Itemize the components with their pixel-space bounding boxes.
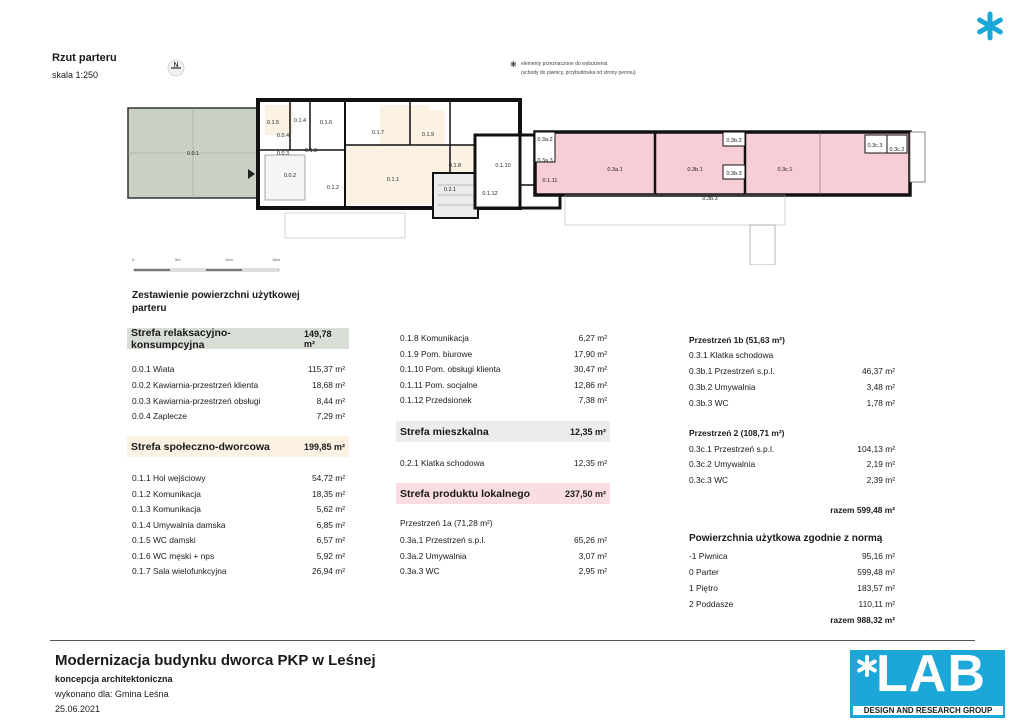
table-row: 0.1.1 Hol wejściowy 54,72 m² bbox=[132, 473, 345, 483]
room-label: 0.3b.2 bbox=[726, 138, 742, 144]
zone-header-residential bbox=[396, 421, 610, 442]
room-label: 0.1.10 bbox=[495, 163, 511, 169]
legend-note-1: elementy przeznaczone do wyburzenia bbox=[521, 61, 608, 67]
table-row: 0.3b.3 WC 1,78 m² bbox=[689, 398, 895, 408]
table-row: 0.1.5 WC damski 6,57 m² bbox=[132, 535, 345, 545]
table-row: 0.0.2 Kawiarnia-przestrzeń klienta 18,68 m² bbox=[132, 380, 345, 390]
table-row: 0.3b.1 Przestrzeń s.p.l. 46,37 m² bbox=[689, 366, 895, 376]
room-label: 0.0.4 bbox=[276, 133, 290, 139]
plan-title: Rzut parteru bbox=[52, 52, 117, 64]
table-row: 0.1.4 Umywalnia damska 6,85 m² bbox=[132, 520, 345, 530]
room-label: 0.3c.2 bbox=[889, 147, 905, 153]
table-row: 2 Poddasze 110,11 m² bbox=[689, 599, 895, 609]
section-title: Zestawienie powierzchni użytkowej bbox=[132, 290, 300, 301]
table-row: 0.1.6 WC męski + nps 5,92 m² bbox=[132, 551, 345, 561]
zone-value: 12,35 m² bbox=[569, 426, 606, 437]
table-row: 0.3a.2 Umywalnia 3,07 m² bbox=[400, 551, 607, 561]
zone-header-social bbox=[127, 436, 349, 457]
room-label: 0.3b.1 bbox=[687, 167, 703, 173]
lab-logo bbox=[850, 645, 1005, 718]
table-row: 0.1.12 Przedsionek 7,38 m² bbox=[400, 395, 607, 405]
scale-label: 5m bbox=[175, 257, 181, 262]
room-label: 0.1.3 bbox=[304, 148, 318, 154]
table-row: 0.0.1 Wiata 115,37 m² bbox=[132, 364, 345, 374]
room-label: 0.3b.3 bbox=[726, 171, 742, 177]
demolition-icon: ✱ bbox=[510, 60, 517, 69]
zone-value: 237,50 m² bbox=[564, 488, 606, 499]
zone-value: 149,78 m² bbox=[304, 328, 332, 349]
table-row: 0 Parter 599,48 m² bbox=[689, 567, 895, 577]
table-row: 0.1.10 Pom. obsługi klienta 30,47 m² bbox=[400, 364, 607, 374]
table-row: 0.3b.2 Umywalnia 3,48 m² bbox=[689, 382, 895, 392]
room-label: 0.1.5 bbox=[266, 120, 280, 126]
table-row: 0.1.7 Sala wielofunkcyjna 26,94 m² bbox=[132, 566, 345, 576]
table-row: 0.3a.3 WC 2,95 m² bbox=[400, 566, 607, 576]
total-all-floors: razem 988,32 m² bbox=[830, 615, 895, 625]
subsection-title: Przestrzeń 1a (71,28 m²) bbox=[400, 518, 493, 528]
logo-asterisk-icon bbox=[856, 654, 878, 678]
room-label: 0.3a.1 bbox=[607, 167, 623, 173]
room-label: 0.0.2 bbox=[283, 173, 297, 179]
floor-plan bbox=[125, 95, 935, 265]
scale-label: 10m bbox=[225, 257, 233, 262]
zone-header-local-product bbox=[396, 483, 610, 504]
footer-divider bbox=[50, 640, 975, 641]
zone-name: Strefa relaksacyjno-konsumpcyjna bbox=[131, 326, 231, 351]
zone-name: Strefa społeczno-dworcowa bbox=[131, 440, 270, 453]
room-label: 0.1.2 bbox=[326, 185, 340, 191]
room-label: 0.3c.3 bbox=[867, 143, 883, 149]
room-label: 0.1.1 bbox=[386, 177, 400, 183]
room-label: 0.3c.1 bbox=[777, 167, 793, 173]
room-label: 0.3a.2 bbox=[537, 137, 553, 143]
section-subtitle: parteru bbox=[132, 303, 167, 314]
table-row: 0.1.8 Komunikacja 6,27 m² bbox=[400, 333, 607, 343]
table-row: 0.3c.2 Umywalnia 2,19 m² bbox=[689, 459, 895, 469]
project-title: Modernizacja budynku dworca PKP w Leśnej bbox=[55, 652, 376, 669]
zone-header-relax bbox=[127, 328, 349, 349]
scale-bar bbox=[132, 262, 282, 274]
table-row: 0.1.2 Komunikacja 18,35 m² bbox=[132, 489, 345, 499]
table-row: 0.0.3 Kawiarnia-przestrzeń obsługi 8,44 m² bbox=[132, 396, 345, 406]
room-label: 0.1.9 bbox=[421, 132, 435, 138]
plan-scale: skala 1:250 bbox=[52, 70, 99, 80]
table-row: 0.3.1 Klatka schodowa bbox=[689, 350, 774, 360]
table-row: 0.3a.1 Przestrzeń s.p.l. 65,26 m² bbox=[400, 535, 607, 545]
table-row: 1 Piętro 183,57 m² bbox=[689, 583, 895, 593]
room-label: 0.1.11 bbox=[542, 178, 558, 184]
subsection-title: Przestrzeń 1b (51,63 m²) bbox=[689, 335, 785, 345]
scale-label: 15m bbox=[272, 257, 280, 262]
room-label: 0.1.6 bbox=[319, 120, 333, 126]
norm-title: Powierzchnia użytkowa zgodnie z normą bbox=[689, 533, 883, 544]
room-label: 0.1.4 bbox=[293, 118, 307, 124]
north-arrow-icon bbox=[167, 58, 185, 78]
room-label: 0.1.12 bbox=[482, 191, 498, 197]
room-label: 0.3b.3 bbox=[702, 196, 718, 202]
room-label: 0.0.1 bbox=[186, 151, 200, 157]
room-label: 0.1.7 bbox=[371, 130, 385, 136]
logo-text: LAB bbox=[876, 645, 986, 703]
room-label: 0.2.1 bbox=[443, 187, 457, 193]
table-row: 0.1.9 Pom. biurowe 17,90 m² bbox=[400, 349, 607, 359]
subsection-title: Przestrzeń 2 (108,71 m²) bbox=[689, 428, 785, 438]
project-client: wykonano dla: Gmina Leśna bbox=[55, 689, 169, 699]
zone-name: Strefa mieszkalna bbox=[400, 425, 489, 438]
table-row: 0.0.4 Zaplecze 7,29 m² bbox=[132, 411, 345, 421]
room-label: 0.3a.3 bbox=[537, 158, 553, 164]
project-date: 25.06.2021 bbox=[55, 704, 101, 714]
table-row: -1 Piwnica 95,16 m² bbox=[689, 551, 895, 561]
room-label: 0.0.3 bbox=[276, 151, 290, 157]
table-row: 0.3c.3 WC 2,39 m² bbox=[689, 475, 895, 485]
project-subtitle: koncepcja architektoniczna bbox=[55, 674, 173, 684]
scale-label: 0 bbox=[132, 257, 135, 262]
zone-name: Strefa produktu lokalnego bbox=[400, 487, 531, 500]
room-label: 0.1.8 bbox=[448, 163, 462, 169]
legend-note-2: (schody do piwnicy, przybudówka od strony peronu) bbox=[521, 70, 636, 76]
table-row: 0.1.11 Pom. socjalne 12,86 m² bbox=[400, 380, 607, 390]
zone-value: 199,85 m² bbox=[303, 441, 345, 452]
table-row: 0.2.1 Klatka schodowa 12,35 m² bbox=[400, 458, 607, 468]
svg-text:N: N bbox=[173, 62, 179, 69]
logo-subtext: DESIGN AND RESEARCH GROUP bbox=[853, 706, 1003, 715]
total-ground-floor: razem 599,48 m² bbox=[830, 505, 895, 515]
table-row: 0.3c.1 Przestrzeń s.p.l. 104,13 m² bbox=[689, 444, 895, 454]
asterisk-icon bbox=[975, 8, 1005, 44]
table-row: 0.1.3 Komunikacja 5,62 m² bbox=[132, 504, 345, 514]
